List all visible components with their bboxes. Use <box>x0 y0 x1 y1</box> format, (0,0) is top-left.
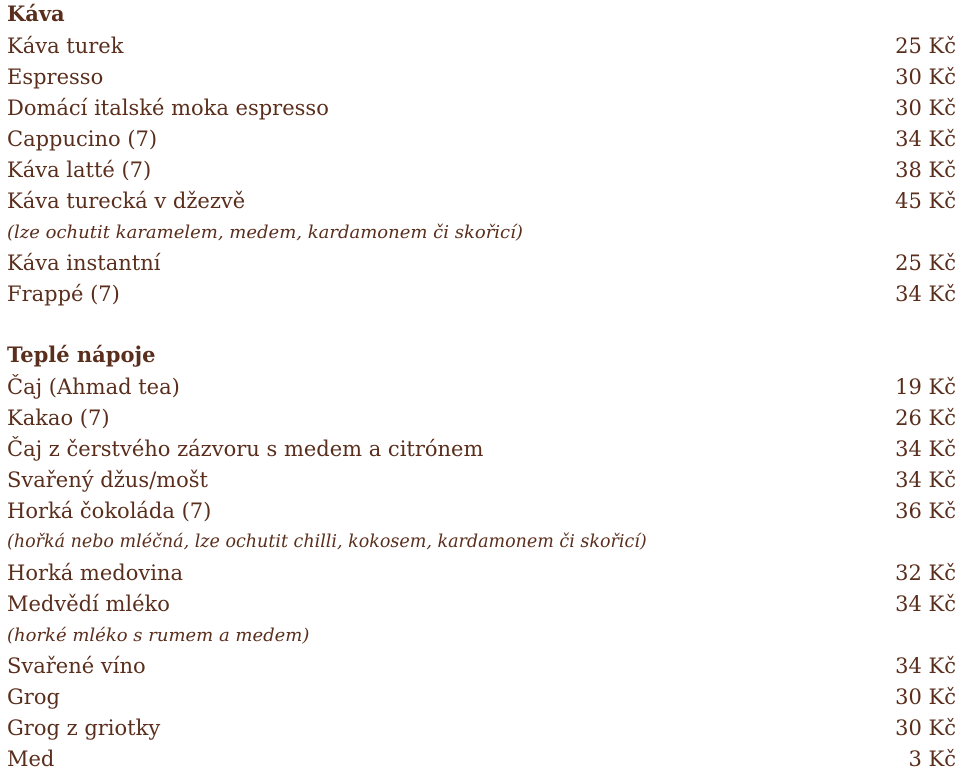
section-heading-kava: Káva <box>7 1 65 26</box>
menu-item <box>7 62 956 93</box>
menu-item <box>7 186 956 217</box>
item-price: 34 Kč <box>895 468 956 492</box>
item-price: 30 Kč <box>895 96 956 120</box>
menu-item <box>7 496 956 527</box>
item-name: Káva latté (7) <box>7 158 152 182</box>
item-note: (horké mléko s rumem a medem) <box>7 625 310 646</box>
item-price: 3 Kč <box>908 747 956 771</box>
section-spacer <box>7 310 956 341</box>
item-name: Domácí italské moka espresso <box>7 96 329 120</box>
item-note: (hořká nebo mléčná, lze ochutit chilli, kokosem, kardamonem či skořicí) <box>7 532 647 552</box>
item-name: Svařený džus/mošt <box>7 468 208 492</box>
item-price: 45 Kč <box>895 189 956 213</box>
item-name: Čaj z čerstvého zázvoru s medem a citrónem <box>7 437 484 461</box>
item-name: Káva turek <box>7 34 124 58</box>
menu-item <box>7 682 956 713</box>
item-price: 30 Kč <box>895 685 956 709</box>
menu-item <box>7 31 956 62</box>
menu-item <box>7 124 956 155</box>
item-price: 25 Kč <box>895 251 956 275</box>
item-price: 26 Kč <box>895 406 956 430</box>
menu-item <box>7 279 956 310</box>
menu-item <box>7 558 956 589</box>
item-name: Med <box>7 747 55 771</box>
item-price: 19 Kč <box>895 375 956 399</box>
item-price: 38 Kč <box>895 158 956 182</box>
item-price: 34 Kč <box>895 282 956 306</box>
menu-item <box>7 403 956 434</box>
menu <box>7 0 956 775</box>
menu-item <box>7 713 956 744</box>
item-price: 30 Kč <box>895 65 956 89</box>
menu-item <box>7 589 956 620</box>
item-name: Medvědí mléko <box>7 592 170 616</box>
item-name: Svařené víno <box>7 654 146 678</box>
menu-item <box>7 372 956 403</box>
item-price: 34 Kč <box>895 127 956 151</box>
item-name: Horká medovina <box>7 561 183 585</box>
item-price: 34 Kč <box>895 654 956 678</box>
item-price: 34 Kč <box>895 592 956 616</box>
menu-item <box>7 744 956 775</box>
item-price: 34 Kč <box>895 437 956 461</box>
menu-item <box>7 465 956 496</box>
item-price: 36 Kč <box>895 499 956 523</box>
item-price: 25 Kč <box>895 34 956 58</box>
item-name: Horká čokoláda (7) <box>7 499 212 523</box>
menu-item <box>7 248 956 279</box>
menu-item <box>7 434 956 465</box>
menu-item <box>7 651 956 682</box>
item-name: Čaj (Ahmad tea) <box>7 375 180 399</box>
menu-item <box>7 93 956 124</box>
item-name: Espresso <box>7 65 104 89</box>
item-name: Grog z griotky <box>7 716 161 740</box>
item-name: Grog <box>7 685 60 709</box>
item-price: 32 Kč <box>895 561 956 585</box>
section-heading-teple-napoje: Teplé nápoje <box>7 342 156 367</box>
item-name: Kakao (7) <box>7 406 110 430</box>
item-name: Frappé (7) <box>7 282 120 306</box>
item-name: Káva turecká v džezvě <box>7 189 246 213</box>
menu-item <box>7 155 956 186</box>
item-price: 30 Kč <box>895 716 956 740</box>
item-name: Cappucino (7) <box>7 127 158 151</box>
item-name: Káva instantní <box>7 251 161 275</box>
item-note: (lze ochutit karamelem, medem, kardamonem či skořicí) <box>7 222 523 243</box>
